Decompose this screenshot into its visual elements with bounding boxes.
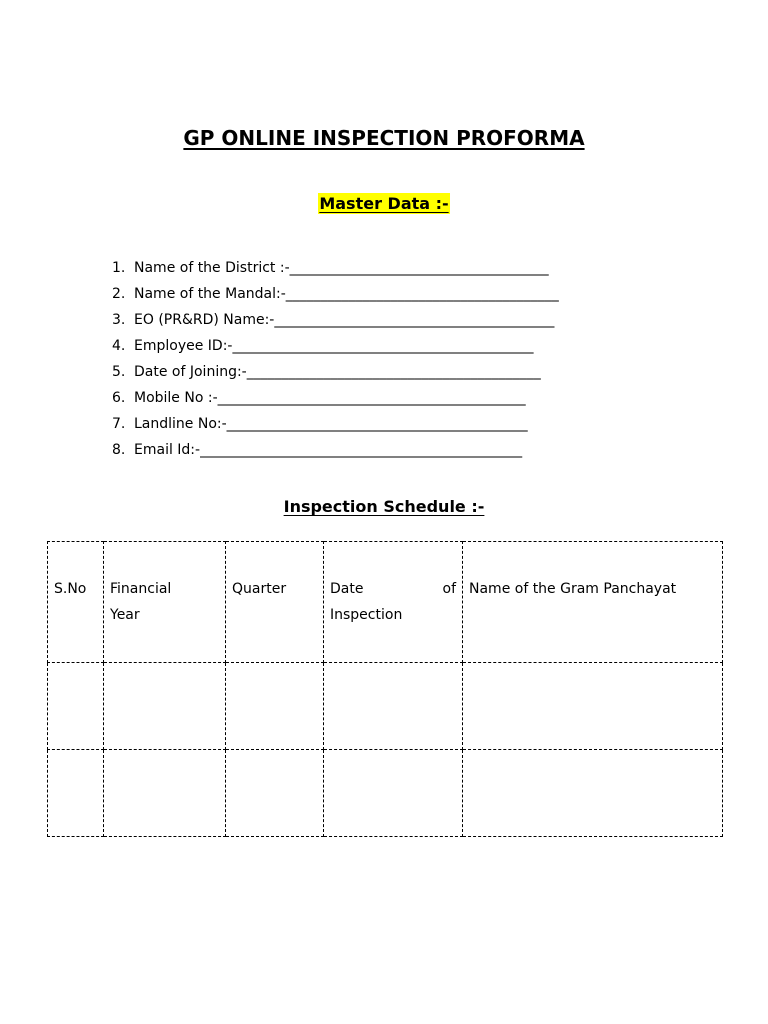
table-cell[interactable] <box>48 663 104 750</box>
table-cell[interactable] <box>226 750 324 837</box>
table-cell[interactable] <box>104 750 226 837</box>
field-label: Landline No:-___________________________________________ <box>134 416 528 432</box>
table-header-row <box>48 542 723 663</box>
inspection-schedule-heading-text: Inspection Schedule :- <box>283 497 485 516</box>
page-title <box>0 124 768 152</box>
field-mandal <box>112 281 559 307</box>
header-quarter-label: Quarter <box>232 581 287 597</box>
field-employee-id <box>112 333 559 359</box>
field-number: 1. <box>112 260 126 276</box>
header-date-of-inspection <box>324 542 463 663</box>
table-row <box>48 750 723 837</box>
header-date-line2: Inspection <box>330 607 403 623</box>
field-label: Name of the District :-_____________________________________ <box>134 260 549 276</box>
master-data-heading <box>0 192 768 216</box>
field-number: 4. <box>112 338 126 354</box>
field-number: 8. <box>112 442 126 458</box>
table-cell[interactable] <box>324 750 463 837</box>
table-cell[interactable] <box>48 750 104 837</box>
header-quarter <box>226 542 324 663</box>
table-row <box>48 663 723 750</box>
header-financial-year <box>104 542 226 663</box>
field-label: EO (PR&RD) Name:-________________________________________ <box>134 312 555 328</box>
inspection-schedule-table <box>47 541 723 837</box>
field-number: 2. <box>112 286 126 302</box>
field-number: 5. <box>112 364 126 380</box>
header-fy-line1: Financial <box>110 581 172 597</box>
header-sno <box>48 542 104 663</box>
field-landline-no <box>112 411 559 437</box>
header-gram-panchayat <box>463 542 723 663</box>
field-eo-name <box>112 307 559 333</box>
inspection-schedule-heading <box>0 495 768 519</box>
field-district <box>112 255 559 281</box>
field-email-id <box>112 437 559 463</box>
header-date-word: Date <box>330 581 364 597</box>
table-cell[interactable] <box>324 663 463 750</box>
field-number: 3. <box>112 312 126 328</box>
header-date-of: of <box>442 581 456 597</box>
field-mobile-no <box>112 385 559 411</box>
master-data-fields <box>112 255 559 463</box>
table-cell[interactable] <box>104 663 226 750</box>
table-cell[interactable] <box>463 750 723 837</box>
table-cell[interactable] <box>463 663 723 750</box>
field-label: Email Id:-______________________________________________ <box>134 442 523 458</box>
header-fy-line2: Year <box>110 607 140 623</box>
field-number: 7. <box>112 416 126 432</box>
header-sno-label: S.No <box>54 581 87 597</box>
header-date-line1 <box>330 576 456 602</box>
table-cell[interactable] <box>226 663 324 750</box>
page-title-text: GP ONLINE INSPECTION PROFORMA <box>183 126 585 150</box>
field-label: Name of the Mandal:-_______________________________________ <box>134 286 559 302</box>
field-label: Employee ID:-___________________________________________ <box>134 338 534 354</box>
header-gp-label: Name of the Gram Panchayat <box>469 581 677 597</box>
master-data-heading-text: Master Data :- <box>319 194 449 213</box>
field-date-of-joining <box>112 359 559 385</box>
field-label: Date of Joining:-__________________________________________ <box>134 364 541 380</box>
field-label: Mobile No :-____________________________________________ <box>134 390 526 406</box>
field-number: 6. <box>112 390 126 406</box>
